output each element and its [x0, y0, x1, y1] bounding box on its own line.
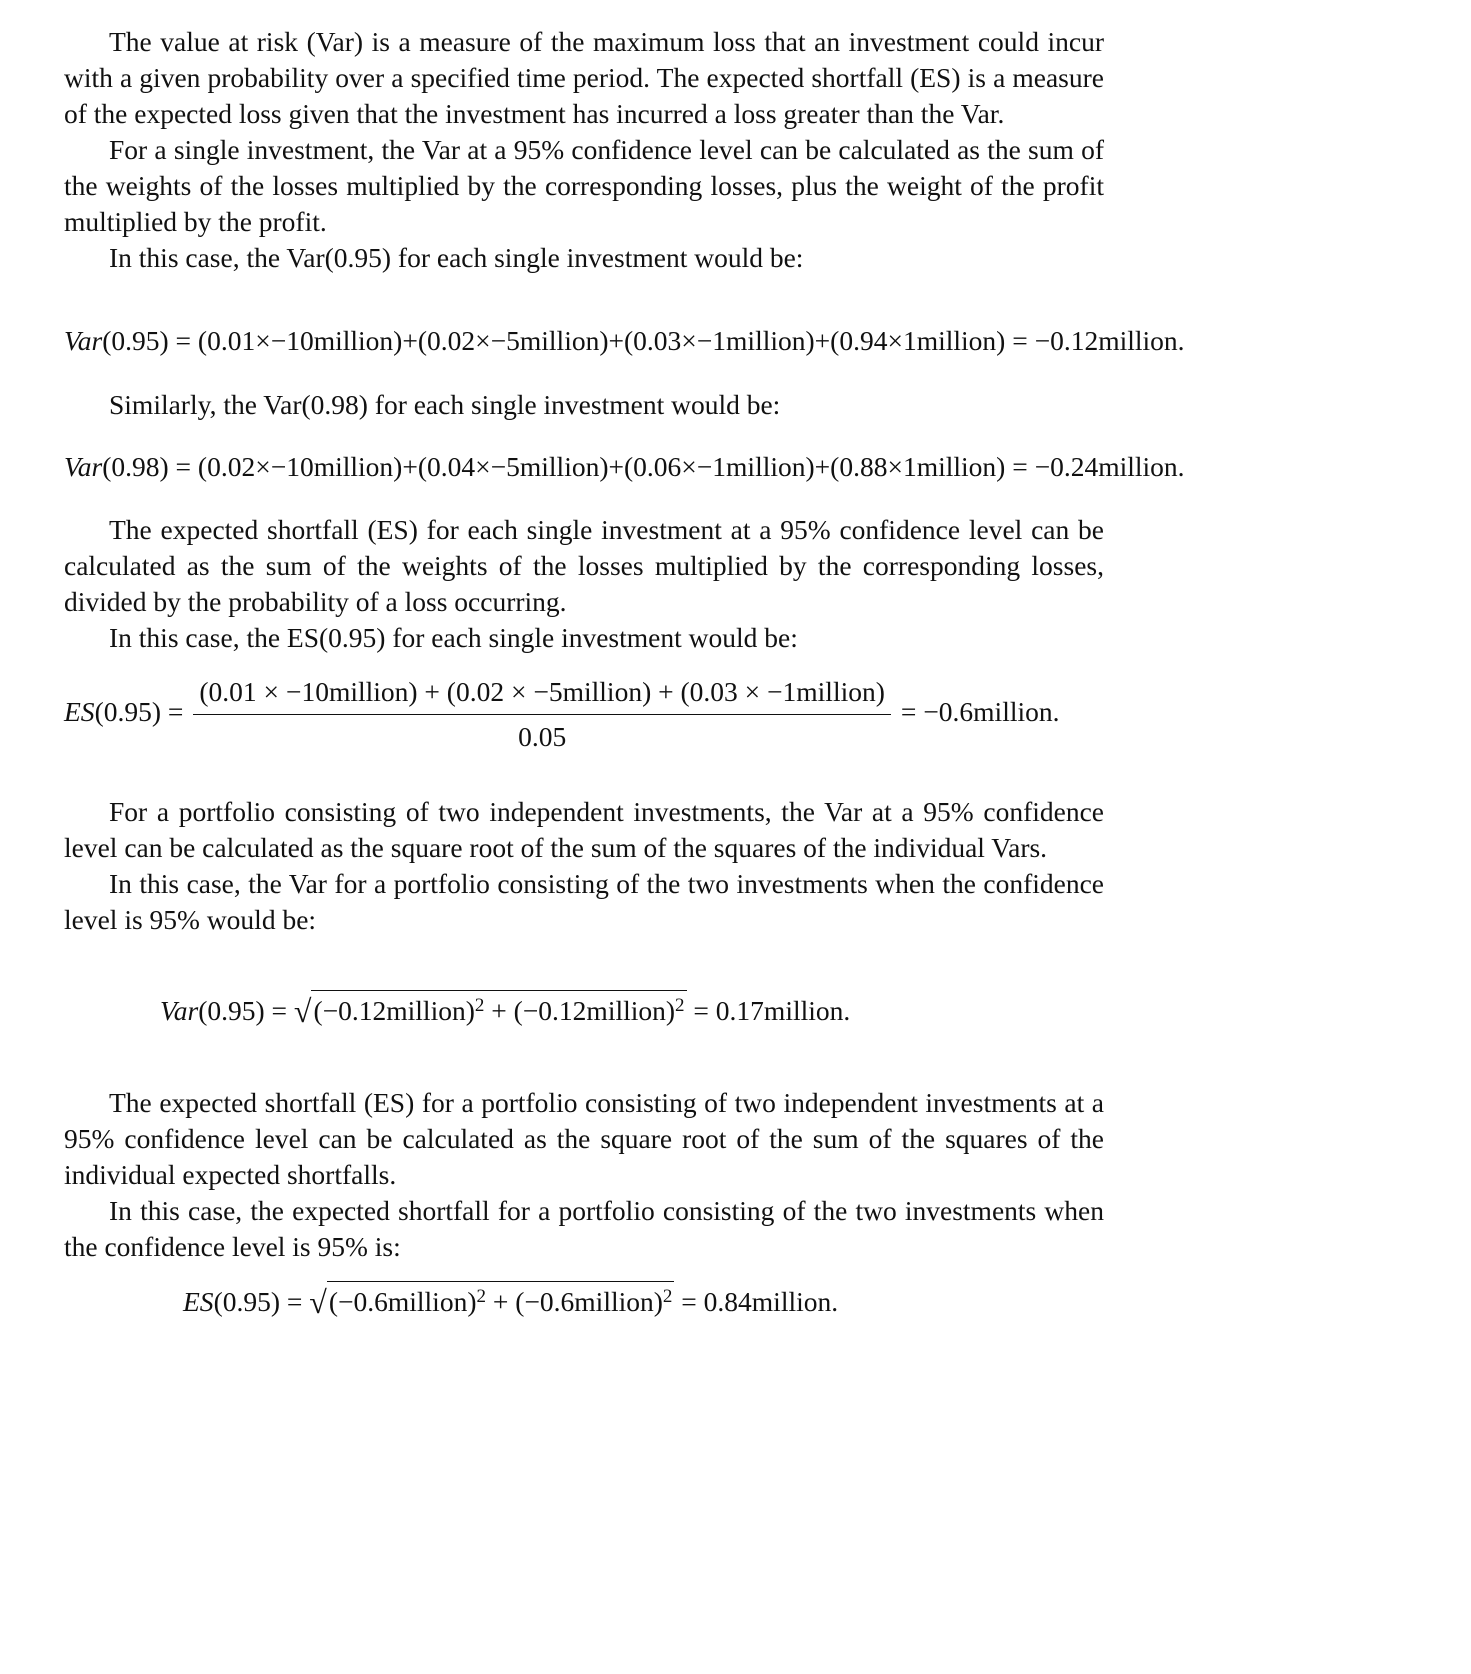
equation-var98	[64, 449, 1185, 485]
paragraph-var95-intro: In this case, the Var(0.95) for each single investment would be:	[109, 242, 804, 273]
equation-es95	[64, 674, 1060, 755]
document-body	[64, 24, 1104, 276]
eq-exponent: 2	[476, 1286, 486, 1307]
paragraph-es-method: The expected shortfall (ES) for each single investment at a 95% confidence level can be calculated as the sum of the weights of the losses multiplied by the corresponding losses, divided by the probability of a loss occurring.	[64, 514, 1104, 617]
eq-numerator: (0.01 × −10million) + (0.02 × −5million) + (0.03 × −1million)	[193, 674, 891, 715]
eq-exponent: 2	[474, 995, 485, 1016]
document-section-4	[64, 794, 1104, 938]
eq-term: (−0.6million)	[328, 1286, 477, 1317]
paragraph-portfolio-es-method: The expected shortfall (ES) for a portfolio consisting of two independent investments at a 95% confidence level can be calculated as the square root of the sum of the squares of the individual expected shortfalls.	[64, 1087, 1104, 1190]
eq-lhs-arg: (0.95) =	[94, 695, 184, 727]
eq-rhs: (0.02×−10million)+(0.04×−5million)+(0.06×−1million)+(0.88×1million) = −0.24million.	[197, 451, 1185, 482]
eq-lhs-arg: (0.95) =	[102, 325, 198, 356]
paragraph-portfolio-es-intro: In this case, the expected shortfall for a portfolio consisting of the two investments when the confidence level is 95% is:	[64, 1195, 1104, 1262]
paragraph-definition: The value at risk (Var) is a measure of the maximum loss that an investment could incur with a given probability over a specified time period. The expected shortfall (ES) is a measure of the expected loss given that the investment has incurred a loss greater than the Var.	[64, 26, 1104, 129]
equation-portfolio-var	[160, 990, 850, 1029]
paragraph-portfolio-var-intro: In this case, the Var for a portfolio consisting of the two investments when the confidence level is 95% would be:	[64, 868, 1104, 935]
paragraph-var-method: For a single investment, the Var at a 95% confidence level can be calculated as the sum of the weights of the losses multiplied by the corresponding losses, plus the weight of the profit multiplied by the profit.	[64, 134, 1104, 237]
eq-radicand	[311, 990, 686, 1029]
document-section-3	[64, 512, 1104, 656]
eq-lhs-symbol: ES	[183, 1286, 214, 1317]
document-section-2	[64, 387, 1104, 423]
radical-sign: √	[309, 1284, 327, 1320]
paragraph-portfolio-var-method: For a portfolio consisting of two independent investments, the Var at a 95% confidence level can be calculated as the square root of the sum of the squares of the individual Vars.	[64, 796, 1104, 863]
eq-lhs-symbol: ES	[64, 695, 95, 727]
eq-lhs-arg: (0.95) =	[198, 995, 294, 1026]
eq-term: + (−0.6million)	[485, 1286, 663, 1317]
equation-var95	[64, 323, 1185, 359]
eq-result: = 0.17million.	[686, 995, 851, 1026]
paragraph-var98-intro: Similarly, the Var(0.98) for each single investment would be:	[109, 389, 781, 420]
eq-lhs-symbol: Var	[64, 325, 103, 356]
radical-sign: √	[293, 993, 312, 1029]
eq-square-root	[309, 1281, 674, 1320]
eq-term: (−0.12million)	[313, 995, 475, 1026]
eq-square-root	[294, 990, 687, 1029]
paragraph-es95-intro: In this case, the ES(0.95) for each single investment would be:	[109, 622, 798, 653]
eq-lhs-arg: (0.98) =	[102, 451, 198, 482]
document-section-5	[64, 1085, 1104, 1265]
eq-rhs: (0.01×−10million)+(0.02×−5million)+(0.03×−1million)+(0.94×1million) = −0.12million.	[197, 325, 1185, 356]
eq-result: = −0.6million.	[900, 695, 1060, 727]
eq-result: = 0.84million.	[674, 1286, 839, 1317]
eq-radicand	[327, 1281, 675, 1320]
eq-denominator: 0.05	[518, 721, 567, 752]
eq-lhs-arg: (0.95) =	[213, 1286, 310, 1317]
eq-term: + (−0.12million)	[484, 995, 676, 1026]
eq-fraction	[193, 674, 891, 755]
eq-lhs-symbol: Var	[64, 451, 103, 482]
eq-exponent: 2	[675, 995, 685, 1016]
eq-lhs-symbol: Var	[160, 995, 199, 1026]
eq-exponent: 2	[662, 1286, 673, 1307]
equation-portfolio-es	[183, 1281, 838, 1320]
